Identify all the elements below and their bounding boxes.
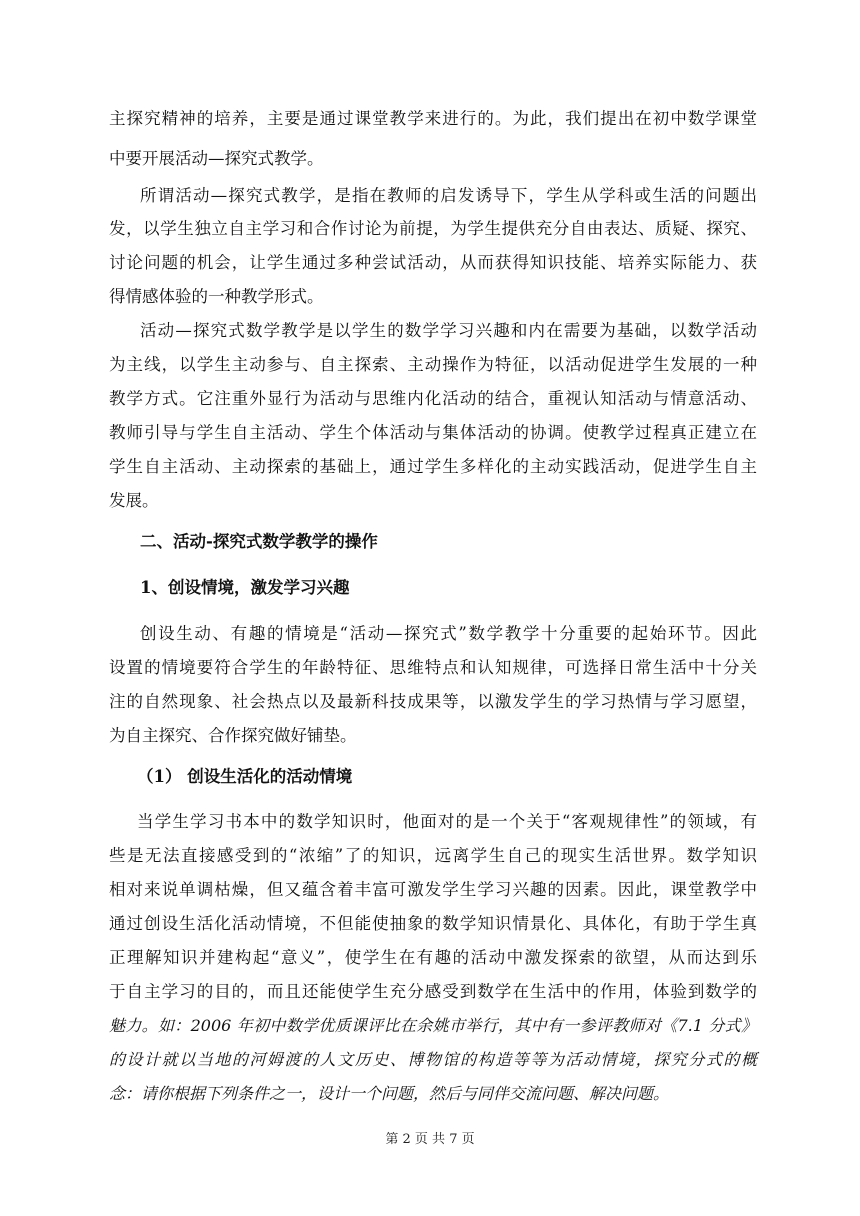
text-line: 通过创设生活化活动情境，不但能使抽象的数学知识情景化、具体化，有助于学生真: [109, 914, 757, 933]
text-line: 讨论问题的机会，让学生通过多种尝试活动，从而获得知识技能、培养实际能力、获: [109, 253, 757, 272]
section-heading: 二、活动-探究式数学教学的操作: [140, 532, 378, 551]
text-line: 创设生动、有趣的情境是“活动—探究式”数学教学十分重要的起始环节。因此: [140, 624, 757, 643]
subsubsection-heading: （1） 创设生活化的活动情境: [137, 767, 353, 786]
text-line: 设置的情境要符合学生的年龄特征、思维特点和认知规律，可选择日常生活中十分关: [109, 658, 757, 677]
text-line: 为自主探究、合作探究做好铺垫。: [109, 726, 357, 745]
text-line: 魅力。如：2006 年初中数学优质课评比在余姚市举行，其中有一参评教师对《7.1 分式》: [109, 1016, 757, 1035]
text-line: 主探究精神的培养，主要是通过课堂教学来进行的。为此，我们提出在初中数学课堂: [109, 109, 757, 128]
text-line: 些是无法直接感受到的“浓缩”了的知识，远离学生自己的现实生活世界。数学知识: [109, 846, 757, 865]
page-number-footer: 第 2 页 共 7 页: [385, 1132, 475, 1147]
text-line: 念：请你根据下列条件之一，设计一个问题，然后与同伴交流问题、解决问题。: [109, 1084, 670, 1103]
text-line: 所谓活动—探究式教学，是指在教师的启发诱导下，学生从学科或生活的问题出: [140, 186, 757, 205]
text-line: 的设计就以当地的河姆渡的人文历史、博物馆的构造等等为活动情境，探究分式的概: [109, 1050, 757, 1069]
text-line: 正理解知识并建构起“意义”，使学生在有趣的活动中激发探索的欲望，从而达到乐: [109, 948, 757, 967]
text-line: 发展。: [109, 491, 159, 510]
text-line: 发，以学生独立自主学习和合作讨论为前提，为学生提供充分自由表达、质疑、探究、: [109, 219, 757, 238]
text-line: 相对来说单调枯燥，但又蕴含着丰富可激发学生学习兴趣的因素。因此，课堂教学中: [109, 880, 757, 899]
text-line: 于自主学习的目的，而且还能使学生充分感受到数学在生活中的作用，体验到数学的: [109, 982, 757, 1001]
text-line: 注的自然现象、社会热点以及最新科技成果等，以激发学生的学习热情与学习愿望，: [109, 692, 757, 711]
text-line: 教师引导与学生自主活动、学生个体活动与集体活动的协调。使教学过程真正建立在: [109, 423, 757, 442]
text-line: 为主线，以学生主动参与、自主探索、主动操作为特征，以活动促进学生发展的一种: [109, 355, 757, 374]
text-line: 活动—探究式数学教学是以学生的数学学习兴趣和内在需要为基础，以数学活动: [140, 321, 757, 340]
text-line: 学生自主活动、主动探索的基础上，通过学生多样化的主动实践活动，促进学生自主: [109, 457, 757, 476]
subsection-heading: 1、创设情境，激发学习兴趣: [140, 578, 350, 597]
text-line: 教学方式。它注重外显行为活动与思维内化活动的结合，重视认知活动与情意活动、: [109, 389, 757, 408]
text-line: 得情感体验的一种教学形式。: [109, 287, 324, 306]
text-line: 中要开展活动—探究式教学。: [109, 149, 324, 168]
text-line: 当学生学习书本中的数学知识时，他面对的是一个关于“客观规律性”的领域，有: [137, 812, 757, 831]
